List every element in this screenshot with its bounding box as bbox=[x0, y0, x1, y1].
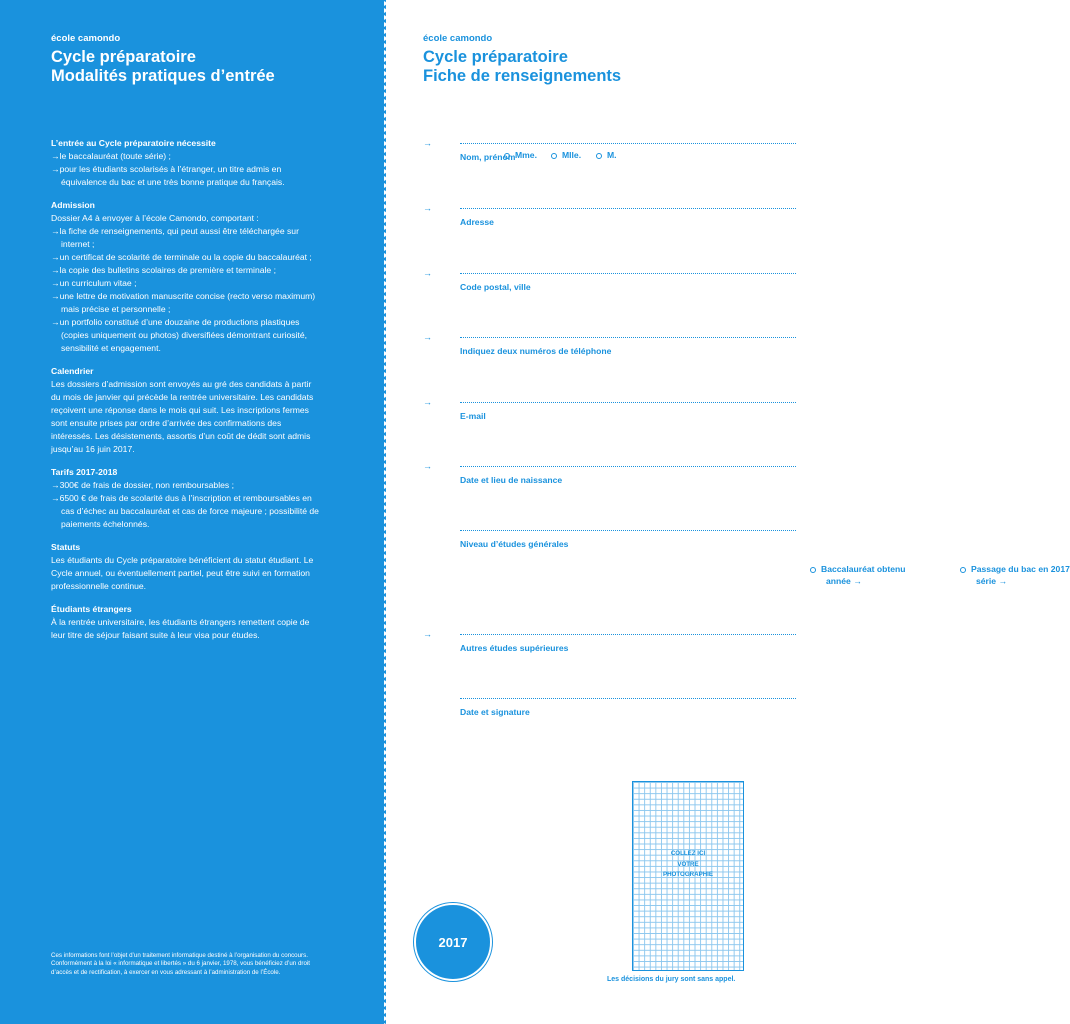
photo-line: PHOTOGRAPHIE bbox=[662, 871, 714, 878]
radio-circle-icon bbox=[960, 567, 966, 573]
section-fees bbox=[51, 466, 321, 531]
birth-input-line[interactable] bbox=[460, 466, 796, 467]
higher-ed-input-line[interactable] bbox=[460, 634, 796, 635]
privacy-footnote: Ces informations font l’objet d’un traitement informatique destiné à l’organisation du concours. Conformément à la loi « informatique et libertés » du 6 janvier, 1978, vous bénéficiez d’un droit d’accès et de rectification, à exercer en vous adressant à l’administration de l’École. bbox=[51, 952, 310, 976]
field-label: Code postal, ville bbox=[460, 282, 531, 292]
arrow-icon: → bbox=[423, 461, 432, 471]
section-text: Dossier A4 à envoyer à l’école Camondo, comportant : bbox=[51, 213, 259, 223]
section-heading: Admission bbox=[51, 200, 95, 210]
arrow-icon: → bbox=[423, 203, 432, 213]
radio-circle-icon bbox=[504, 153, 510, 159]
field-label: Adresse bbox=[460, 217, 494, 227]
radio-circle-icon bbox=[810, 567, 816, 573]
section-heading: Calendrier bbox=[51, 366, 94, 376]
photo-line: VOTRE bbox=[677, 860, 699, 868]
postal-input-line[interactable] bbox=[460, 273, 796, 274]
radio-bac-2017[interactable] bbox=[960, 563, 1070, 587]
section-text: À la rentrée universitaire, les étudiants étrangers remettent copie de leur titre de séjour faisant suite à leur visa pour études. bbox=[51, 617, 310, 640]
list-item: → un portfolio constitué d’une douzaine de productions plastiques (copies uniquement ou photos) diversifiées démontrant curiosité, sensibilité et engagement. bbox=[51, 316, 321, 355]
photo-box[interactable] bbox=[632, 781, 744, 971]
list-item: → 300€ de frais de dossier, non remboursables ; bbox=[51, 479, 321, 492]
list-item: → la copie des bulletins scolaires de première et terminale ; bbox=[51, 264, 321, 277]
radio-label: Mme. bbox=[515, 150, 537, 160]
arrow-icon: → bbox=[423, 397, 432, 407]
radio-label: Baccalauréat obtenu bbox=[821, 564, 906, 574]
phone-input-line[interactable] bbox=[460, 337, 796, 338]
field-label: Niveau d’études générales bbox=[460, 539, 569, 549]
form-title bbox=[423, 48, 621, 86]
radio-mme[interactable] bbox=[504, 150, 537, 160]
title-line-2: Fiche de renseignements bbox=[423, 67, 622, 85]
radio-bac-obtained[interactable] bbox=[810, 563, 906, 587]
arrow-icon: → bbox=[423, 332, 432, 342]
section-status bbox=[51, 541, 321, 593]
section-text: Les dossiers d’admission sont envoyés au gré des candidats à partir du mois de janvier qui précède la rentrée universitaire. Les candidats reçoivent une réponse dans le mois qui suit. Les inscriptions fermes sont ensuite prises par ordre d’arrivée des confirmations des intéressés. Les désistements, assortis d’un coût de dédit sont admis jusqu’au 16 juin 2017. bbox=[51, 379, 314, 454]
photo-instructions bbox=[633, 849, 743, 881]
radio-m[interactable] bbox=[596, 150, 617, 160]
list-item: → 6500 € de frais de scolarité dus à l’inscription et remboursables en cas d’échec au baccalauréat et cas de force majeure ; possibilité de paiements échelonnés. bbox=[51, 492, 321, 531]
list-item: → la fiche de renseignements, qui peut aussi être téléchargée sur internet ; bbox=[51, 225, 321, 251]
section-admission bbox=[51, 199, 321, 355]
section-foreign-students bbox=[51, 603, 321, 642]
section-heading: Étudiants étrangers bbox=[51, 604, 132, 614]
list-item: → un certificat de scolarité de terminale ou la copie du baccalauréat ; bbox=[51, 251, 321, 264]
radio-label: Passage du bac en 2017 bbox=[971, 564, 1070, 574]
title-line-2: Modalités pratiques d’entrée bbox=[51, 67, 275, 85]
radio-label: Mlle. bbox=[562, 150, 582, 160]
school-name: école camondo bbox=[51, 33, 121, 44]
signature-input-line[interactable] bbox=[460, 698, 796, 699]
name-input-line[interactable] bbox=[460, 143, 796, 144]
email-input-line[interactable] bbox=[460, 402, 796, 403]
section-heading: Statuts bbox=[51, 542, 81, 552]
section-heading: Tarifs 2017-2018 bbox=[51, 467, 118, 477]
year-badge: 2017 bbox=[414, 903, 492, 981]
year-label: année → bbox=[826, 576, 862, 586]
education-input-line[interactable] bbox=[460, 530, 796, 531]
section-calendar bbox=[51, 365, 321, 456]
title-line-1: Cycle préparatoire bbox=[423, 48, 568, 66]
school-name: école camondo bbox=[423, 33, 493, 44]
arrow-icon: → bbox=[423, 138, 432, 148]
page-title bbox=[51, 48, 275, 86]
jury-note: Les décisions du jury sont sans appel. bbox=[607, 976, 736, 983]
field-label: Date et signature bbox=[460, 707, 530, 717]
list-item: → une lettre de motivation manuscrite concise (recto verso maximum) mais précise et personnelle ; bbox=[51, 290, 321, 316]
section-heading: L’entrée au Cycle préparatoire nécessite bbox=[51, 138, 216, 148]
list-item: → le baccalauréat (toute série) ; bbox=[51, 150, 321, 163]
list-item: → pour les étudiants scolarisés à l’étranger, un titre admis en équivalence du bac et une très bonne pratique du français. bbox=[51, 163, 321, 189]
radio-circle-icon bbox=[551, 153, 557, 159]
field-label: Date et lieu de naissance bbox=[460, 475, 563, 485]
address-input-line[interactable] bbox=[460, 208, 796, 209]
arrow-icon: → bbox=[423, 268, 432, 278]
title-line-1: Cycle préparatoire bbox=[51, 48, 196, 66]
arrow-icon: → bbox=[423, 629, 432, 639]
list-item: → un curriculum vitae ; bbox=[51, 277, 321, 290]
field-label: Autres études supérieures bbox=[460, 643, 569, 653]
section-text: Les étudiants du Cycle préparatoire bénéficient du statut étudiant. Le Cycle annuel, ou éventuellement partiel, peut être suivi en formation professionnelle continue. bbox=[51, 555, 314, 591]
photo-line: COLLEZ ICI bbox=[670, 850, 706, 857]
radio-mlle[interactable] bbox=[551, 150, 581, 160]
field-label: Indiquez deux numéros de téléphone bbox=[460, 346, 612, 356]
radio-label: M. bbox=[607, 150, 617, 160]
info-panel bbox=[0, 0, 386, 1024]
field-label: Nom, prénom bbox=[460, 152, 516, 162]
series-label: série → bbox=[976, 576, 1008, 586]
info-sections bbox=[51, 137, 321, 652]
radio-circle-icon bbox=[596, 153, 602, 159]
section-entry bbox=[51, 137, 321, 189]
field-label: E-mail bbox=[460, 411, 486, 421]
